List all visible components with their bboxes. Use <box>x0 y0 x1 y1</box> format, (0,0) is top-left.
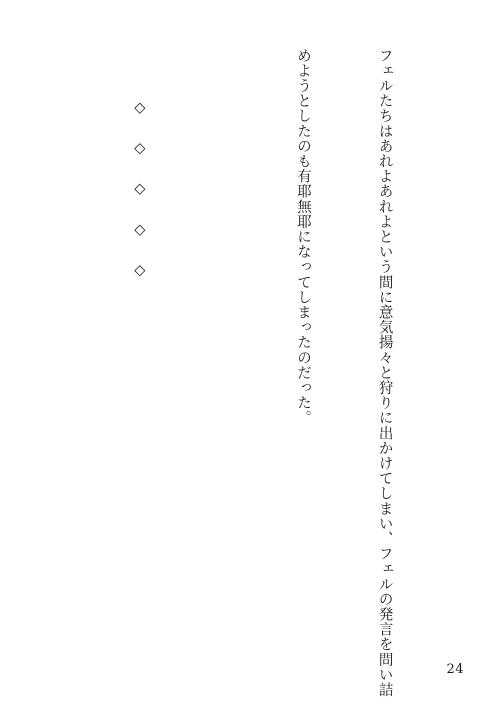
vertical-text-body <box>32 48 452 698</box>
scene-break-divider: ◇ ◇ ◇ ◇ ◇ <box>131 100 148 289</box>
text-line: めようとしたのも有耶無耶になってしまったのだった。 <box>294 48 311 426</box>
blank-line <box>44 48 71 648</box>
text-line: フェルたちはあれよあれよという間に意気揚々と狩りに出かけてしまい、フェルの発言を問い詰 <box>376 48 393 698</box>
page-number: 24 <box>446 662 464 677</box>
blank-line <box>207 48 234 648</box>
